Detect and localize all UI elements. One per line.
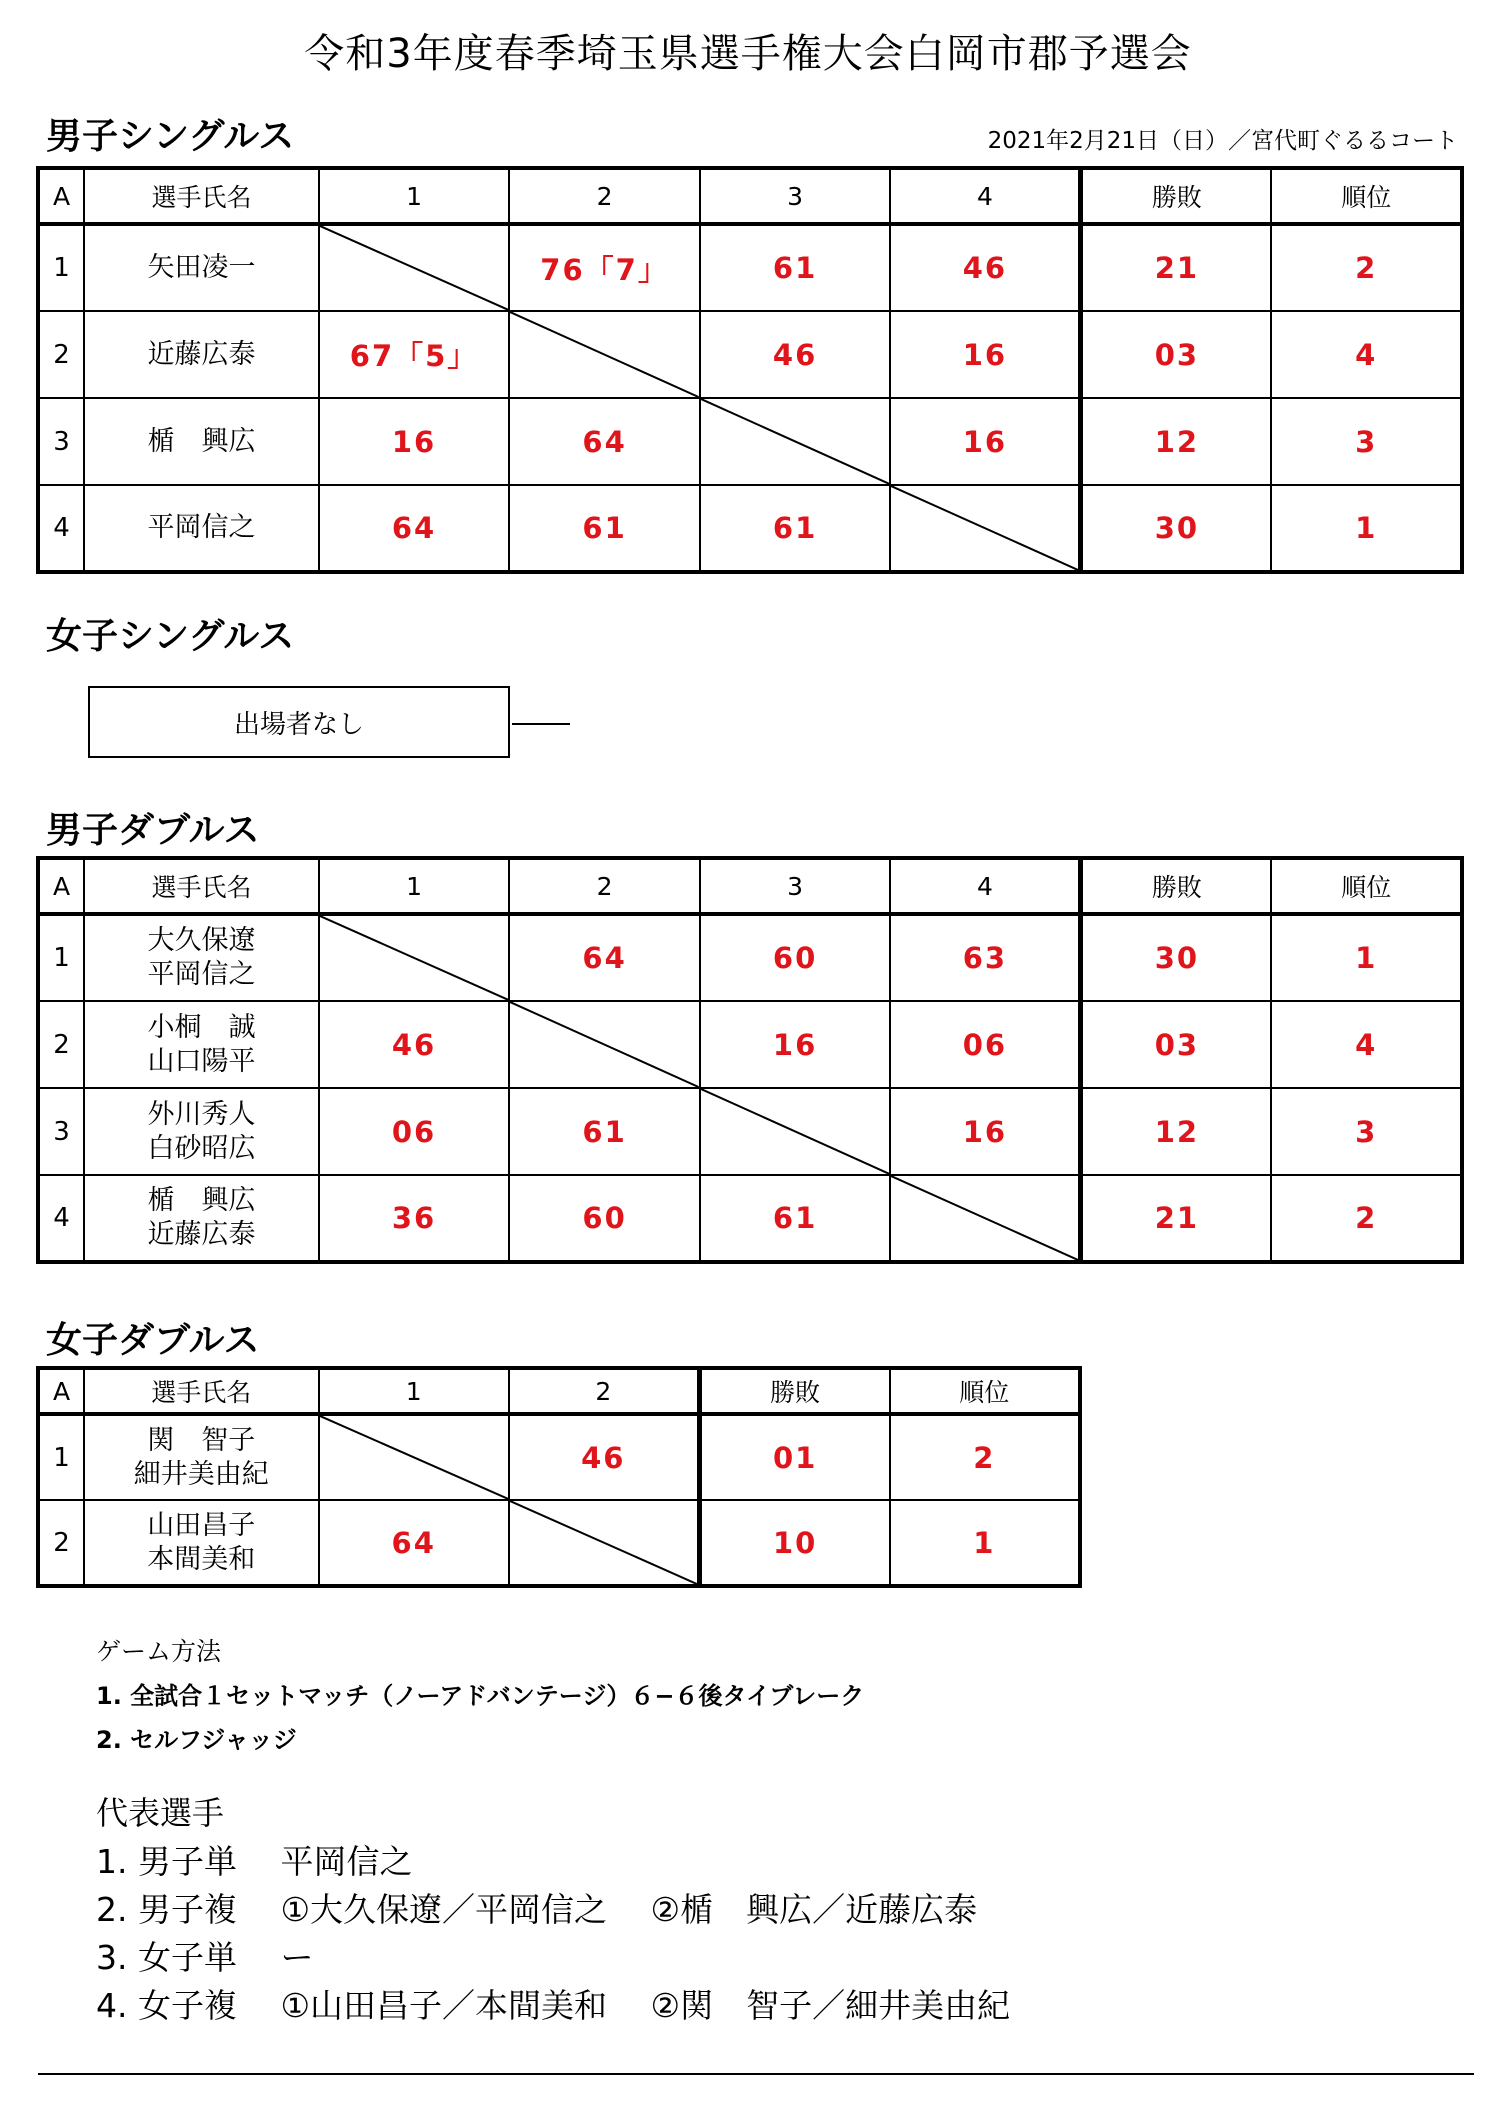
player-name-cell	[84, 1001, 319, 1088]
player-name: 細井美由紀	[133, 1458, 269, 1490]
score-cell: 16	[890, 311, 1081, 398]
player-name-cell	[84, 398, 319, 485]
table-row	[38, 1414, 1080, 1500]
table-row	[38, 1001, 1462, 1088]
player-name-cell	[84, 1500, 318, 1586]
score-cell: 16	[890, 398, 1081, 485]
row-number: 1	[38, 914, 84, 1001]
score-cell: 64	[319, 1500, 509, 1586]
score-cell: 64	[319, 485, 510, 572]
player-name-cell	[84, 1088, 319, 1175]
player-name: 楯 興広	[147, 425, 256, 457]
diagonal-cell	[700, 398, 891, 485]
header-cell: 選手氏名	[84, 1368, 318, 1414]
player-name-cell	[84, 311, 319, 398]
score-cell: 16	[319, 398, 510, 485]
rank-cell: 3	[1271, 398, 1462, 485]
rank-cell: 4	[1271, 1001, 1462, 1088]
header-cell: 1	[319, 858, 510, 914]
row-number: 3	[38, 1088, 84, 1175]
diagonal-line	[510, 1501, 697, 1584]
representative-item: 4. 女子複 ①山田昌子／本間美和 ②関 智子／細井美由紀	[96, 1986, 1011, 2025]
diagonal-line	[320, 226, 509, 310]
diagonal-cell	[890, 1175, 1081, 1262]
win-loss-cell: 30	[1081, 914, 1272, 1001]
header-cell: A	[38, 1368, 84, 1414]
header-cell: 3	[700, 168, 891, 224]
header-cell: 選手氏名	[84, 168, 319, 224]
rank-cell: 2	[1271, 1175, 1462, 1262]
score-cell: 46	[319, 1001, 510, 1088]
representative-item: 1. 男子単 平岡信之	[96, 1842, 413, 1881]
row-number: 4	[38, 485, 84, 572]
player-name: 小桐 誠	[147, 1011, 256, 1043]
player-name-cell	[84, 914, 319, 1001]
score-cell: 46	[700, 311, 891, 398]
rank-cell: 1	[1271, 485, 1462, 572]
table-row	[38, 1175, 1462, 1262]
score-cell: 67「5」	[319, 311, 510, 398]
score-cell: 06	[890, 1001, 1081, 1088]
diagonal-cell	[319, 1414, 509, 1500]
player-name: 近藤広泰	[147, 338, 256, 370]
score-cell: 61	[509, 1088, 700, 1175]
diagonal-line	[320, 916, 509, 1000]
row-number: 2	[38, 1500, 84, 1586]
score-cell: 06	[319, 1088, 510, 1175]
header-cell: 2	[509, 168, 700, 224]
diagonal-line	[891, 486, 1078, 570]
no-participants-box	[88, 686, 510, 758]
header-cell: 順位	[1271, 168, 1462, 224]
representatives-heading: 代表選手	[96, 1794, 225, 1832]
header-cell: 順位	[1271, 858, 1462, 914]
mens-doubles-table	[36, 856, 1464, 1264]
player-name: 矢田凌一	[147, 252, 256, 283]
diagonal-cell	[509, 1500, 699, 1586]
win-loss-cell: 12	[1081, 398, 1272, 485]
diagonal-line	[701, 399, 890, 484]
diagonal-line	[891, 1176, 1078, 1260]
score-cell: 63	[890, 914, 1081, 1001]
player-name: 本間美和	[147, 1543, 256, 1575]
player-name: 白砂昭広	[147, 1132, 256, 1164]
table-row	[38, 311, 1462, 398]
score-cell: 16	[700, 1001, 891, 1088]
player-name-cell	[84, 1175, 319, 1262]
header-cell: 4	[890, 858, 1081, 914]
date-venue: 2021年2月21日（日）／宮代町ぐるるコート	[987, 128, 1458, 154]
row-number: 2	[38, 1001, 84, 1088]
score-cell: 64	[509, 914, 700, 1001]
score-cell: 46	[509, 1414, 699, 1500]
diagonal-line	[701, 1089, 890, 1174]
mens-singles-table	[36, 166, 1464, 574]
player-name: 楯 興広	[147, 1185, 256, 1216]
player-name: 平岡信之	[147, 512, 256, 543]
player-name: 近藤広泰	[147, 1219, 256, 1250]
header-cell: 1	[319, 1368, 509, 1414]
score-cell: 61	[509, 485, 700, 572]
score-cell: 46	[890, 224, 1081, 311]
win-loss-cell: 01	[699, 1414, 889, 1500]
rank-cell: 2	[1271, 224, 1462, 311]
player-name-cell	[84, 224, 319, 311]
win-loss-cell: 10	[699, 1500, 889, 1586]
rank-cell: 1	[1271, 914, 1462, 1001]
representative-item: 3. 女子単 ー	[96, 1938, 314, 1977]
player-name: 山口陽平	[147, 1045, 256, 1077]
diagonal-line	[510, 312, 699, 397]
row-number: 2	[38, 311, 84, 398]
row-number: 4	[38, 1175, 84, 1262]
score-cell: 61	[700, 224, 891, 311]
player-name: 関 智子	[147, 1424, 256, 1456]
rank-cell: 2	[890, 1414, 1080, 1500]
header-cell: 順位	[890, 1368, 1080, 1414]
table-row	[38, 1088, 1462, 1175]
header-cell: 1	[319, 168, 510, 224]
header-cell: 4	[890, 168, 1081, 224]
win-loss-cell: 03	[1081, 1001, 1272, 1088]
score-cell: 16	[890, 1088, 1081, 1175]
score-cell: 64	[509, 398, 700, 485]
womens-singles-heading: 女子シングルス	[46, 616, 295, 657]
row-number: 3	[38, 398, 84, 485]
win-loss-cell: 21	[1081, 224, 1272, 311]
table-row	[38, 914, 1462, 1001]
diagonal-cell	[319, 914, 510, 1001]
rank-cell: 3	[1271, 1088, 1462, 1175]
game-method-heading: ゲーム方法	[96, 1637, 222, 1666]
diagonal-cell	[319, 224, 510, 311]
win-loss-cell: 03	[1081, 311, 1272, 398]
player-name: 平岡信之	[147, 959, 256, 990]
game-method-item: 1. 全試合１セットマッチ（ノーアドバンテージ）６−６後タイブレーク	[96, 1682, 865, 1710]
score-cell: 76「7」	[509, 224, 700, 311]
header-cell: 勝敗	[1081, 168, 1272, 224]
mens-doubles-heading: 男子ダブルス	[46, 810, 260, 851]
score-cell: 36	[319, 1175, 510, 1262]
game-method-item: 2. セルフジャッジ	[96, 1726, 297, 1754]
score-cell: 60	[509, 1175, 700, 1262]
bracket-line	[512, 723, 570, 725]
win-loss-cell: 30	[1081, 485, 1272, 572]
score-cell: 61	[700, 1175, 891, 1262]
bottom-rule	[38, 2073, 1474, 2075]
score-cell: 60	[700, 914, 891, 1001]
header-cell: 3	[700, 858, 891, 914]
row-number: 1	[38, 1414, 84, 1500]
table-header-row	[38, 1368, 1080, 1414]
diagonal-cell	[509, 1001, 700, 1088]
diagonal-cell	[700, 1088, 891, 1175]
player-name-cell	[84, 485, 319, 572]
diagonal-line	[510, 1002, 699, 1087]
header-cell: 選手氏名	[84, 858, 319, 914]
rank-cell: 1	[890, 1500, 1080, 1586]
header-cell: A	[38, 858, 84, 914]
representative-item: 2. 男子複 ①大久保遼／平岡信之 ②楯 興広／近藤広泰	[96, 1890, 978, 1929]
header-cell: 勝敗	[1081, 858, 1272, 914]
table-header-row	[38, 168, 1462, 224]
diagonal-line	[320, 1416, 508, 1499]
header-cell: A	[38, 168, 84, 224]
win-loss-cell: 12	[1081, 1088, 1272, 1175]
page-title: 令和3年度春季埼玉県選手権大会白岡市郡予選会	[304, 31, 1192, 77]
header-cell: 2	[509, 1368, 699, 1414]
mens-singles-heading: 男子シングルス	[46, 116, 295, 157]
win-loss-cell: 21	[1081, 1175, 1272, 1262]
row-number: 1	[38, 224, 84, 311]
player-name: 山田昌子	[147, 1509, 256, 1541]
player-name: 大久保遼	[147, 925, 256, 956]
womens-doubles-table	[36, 1366, 1082, 1588]
table-row	[38, 1500, 1080, 1586]
diagonal-cell	[509, 311, 700, 398]
table-row	[38, 485, 1462, 572]
score-cell: 61	[700, 485, 891, 572]
no-participants-label: 出場者なし	[233, 709, 364, 740]
table-header-row	[38, 858, 1462, 914]
rank-cell: 4	[1271, 311, 1462, 398]
header-cell: 勝敗	[699, 1368, 889, 1414]
table-row	[38, 224, 1462, 311]
womens-doubles-heading: 女子ダブルス	[46, 1320, 260, 1361]
player-name-cell	[84, 1414, 318, 1500]
player-name: 外川秀人	[147, 1098, 256, 1130]
diagonal-cell	[890, 485, 1081, 572]
table-row	[38, 398, 1462, 485]
header-cell: 2	[509, 858, 700, 914]
